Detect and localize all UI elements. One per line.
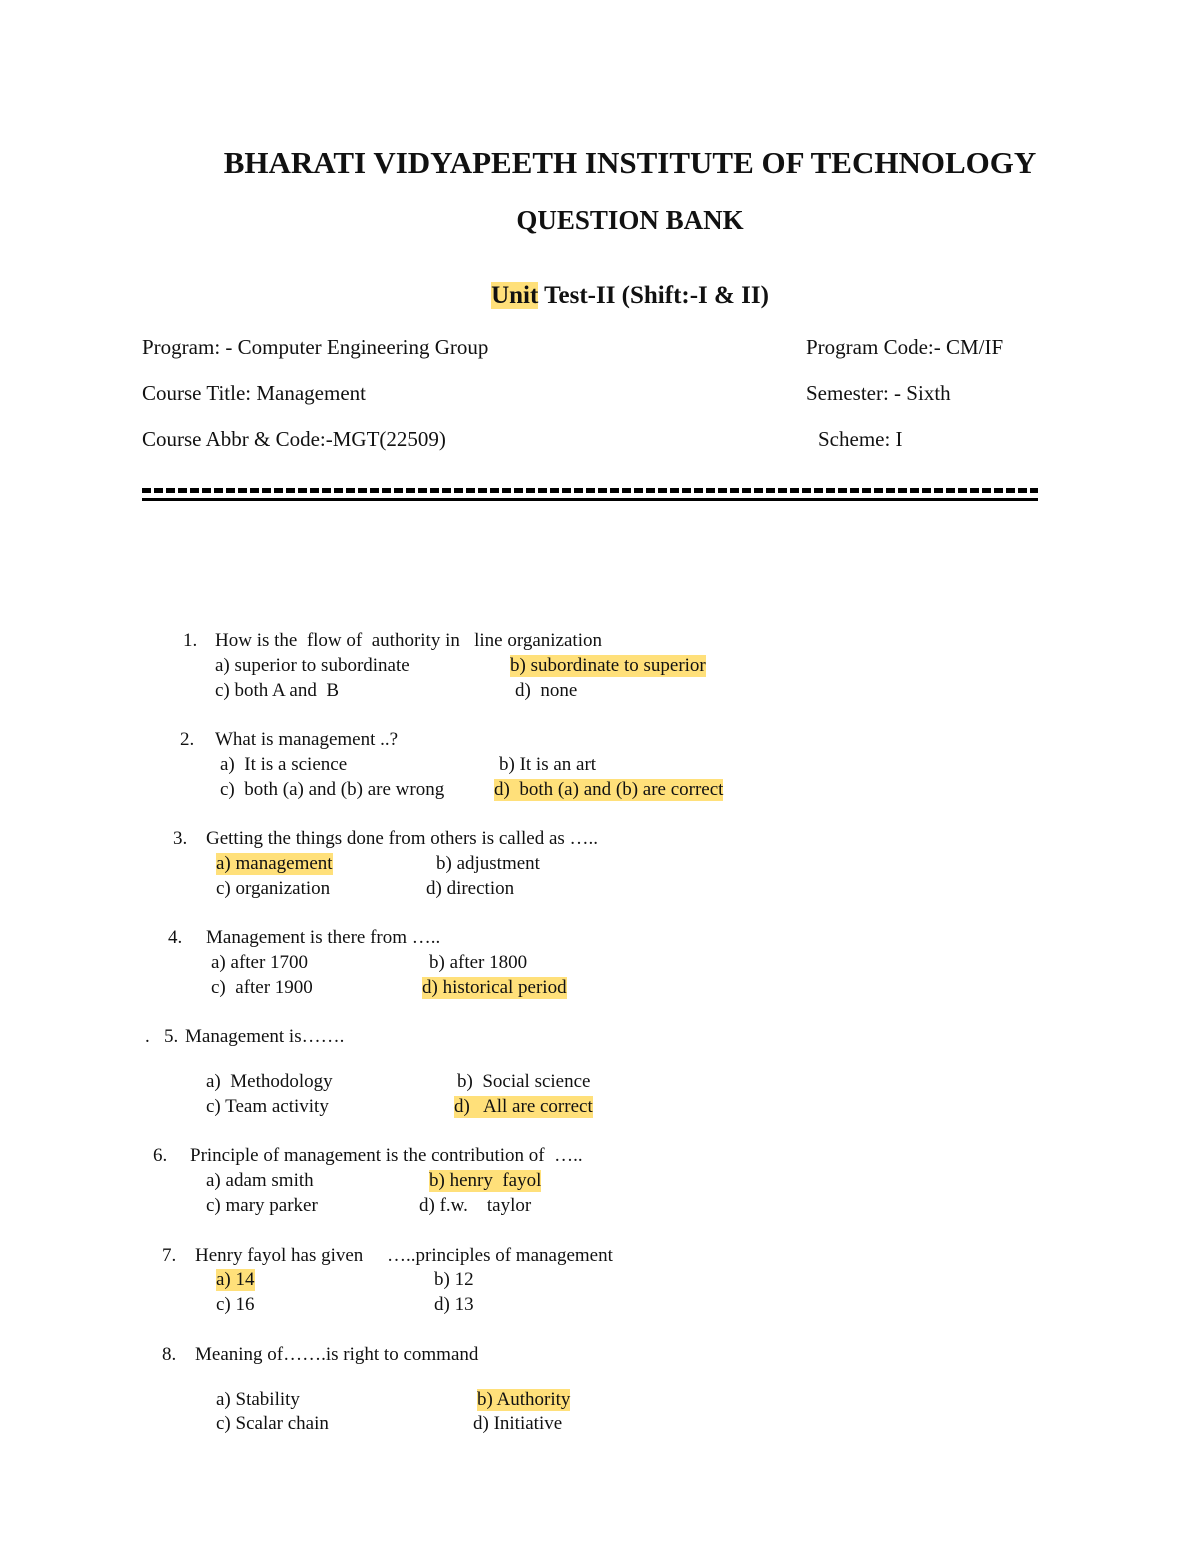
option-d: d) none [515,680,578,701]
option-c: c) mary parker [206,1195,318,1216]
question-number: 4. [168,927,183,948]
question-text: Meaning of…….is right to command [195,1344,479,1365]
question-number: 7. [162,1245,177,1266]
option-b: b) after 1800 [429,952,528,973]
option-b-correct: b) subordinate to superior [510,655,706,676]
option-b-correct: b) Authority [477,1389,571,1410]
option-a: a) Methodology [206,1071,333,1092]
option-d: d) Initiative [473,1413,563,1434]
option-b: b) It is an art [499,754,597,775]
option-c: c) Scalar chain [216,1413,329,1434]
test-rest: Test-II (Shift:-I & II) [538,282,769,309]
option-c: c) after 1900 [211,977,313,998]
option-d-correct: d) historical period [422,977,567,998]
option-d-correct: d) All are correct [454,1096,593,1117]
option-a-correct: a) management [216,853,333,874]
option-a: a) Stability [216,1389,300,1410]
question-text: Management is……. [185,1026,345,1047]
question-number: 8. [162,1344,177,1365]
option-c: c) both A and B [215,680,340,701]
question-number: 2. [180,729,195,750]
option-d-correct: d) both (a) and (b) are correct [494,779,724,800]
question-number: . 5. [145,1026,179,1047]
question-text: Getting the things done from others is called as ….. [206,828,599,849]
course-code-label: Course Abbr & Code:-MGT(22509) [142,427,446,451]
solid-divider [142,498,1038,501]
program-label: Program: - Computer Engineering Group [142,335,489,359]
option-b: b) adjustment [436,853,540,874]
question-text: How is the flow of authority in line organization [215,630,602,651]
option-d: d) 13 [434,1294,474,1315]
option-c: c) 16 [216,1294,255,1315]
dashed-divider [142,488,1038,493]
semester-label: Semester: - Sixth [806,381,951,405]
course-title-label: Course Title: Management [142,381,366,405]
option-d: d) f.w. taylor [419,1195,532,1216]
question-text: What is management ..? [215,729,399,750]
option-c: c) both (a) and (b) are wrong [220,779,445,800]
program-code-label: Program Code:- CM/IF [806,335,1004,359]
option-b-correct: b) henry fayol [429,1170,542,1191]
option-b: b) 12 [434,1269,474,1290]
option-a: a) It is a science [220,754,348,775]
question-text: Henry fayol has given …..principles of management [195,1245,613,1266]
option-a-correct: a) 14 [216,1269,255,1290]
option-d: d) direction [426,878,515,899]
question-number: 3. [173,828,188,849]
institute-title: BHARATI VIDYAPEETH INSTITUTE OF TECHNOLOGY [223,145,1037,180]
test-unit-word: Unit [491,282,539,309]
question-text: Principle of management is the contribution of ….. [190,1145,583,1166]
option-a: a) after 1700 [211,952,309,973]
question-number: 6. [153,1145,168,1166]
test-heading [0,282,1200,310]
option-a: a) adam smith [206,1170,314,1191]
question-number: 1. [183,630,198,651]
scheme-label: Scheme: I [818,427,903,451]
option-c: c) Team activity [206,1096,329,1117]
option-b: b) Social science [457,1071,591,1092]
option-c: c) organization [216,878,331,899]
option-a: a) superior to subordinate [215,655,410,676]
question-text: Management is there from ….. [206,927,441,948]
doc-type-heading: QUESTION BANK [516,205,744,235]
